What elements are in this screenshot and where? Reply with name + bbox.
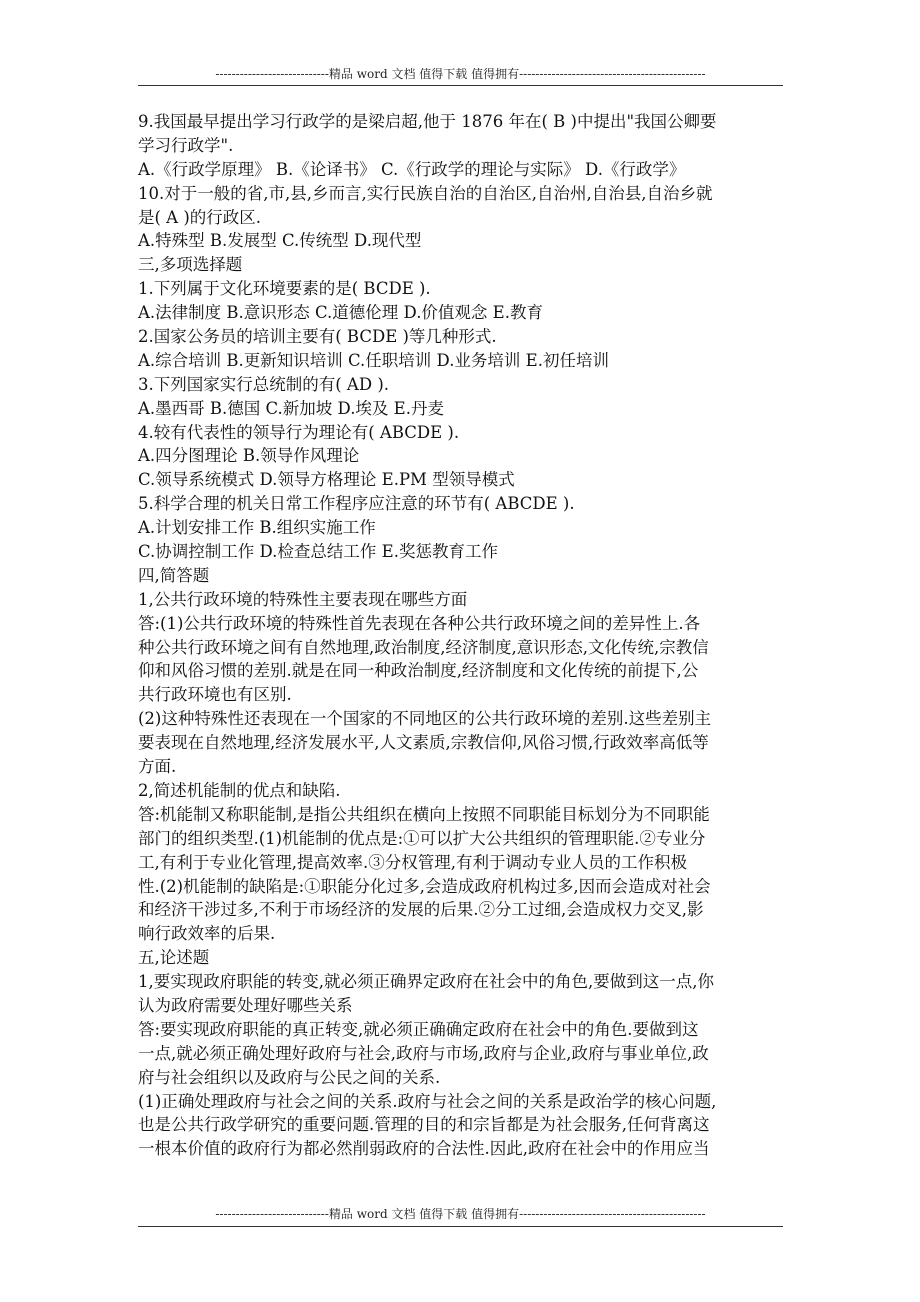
text-line: 2,简述机能制的优点和缺陷. <box>138 780 341 800</box>
text-line: 也是公共行政学研究的重要问题.管理的目的和宗旨都是为社会服务,任何背离这 <box>138 1115 710 1135</box>
text-line: 一根本价值的政府行为都必然削弱政府的合法性.因此,政府在社会中的作用应当 <box>138 1139 710 1159</box>
text-line: A.特殊型 B.发展型 C.传统型 D.现代型 <box>138 231 422 251</box>
text-line: A.综合培训 B.更新知识培训 C.任职培训 D.业务培训 E.初任培训 <box>138 350 609 370</box>
text-line: 10.对于一般的省,市,县,乡而言,实行民族自治的自治区,自治州,自治县,自治乡就 <box>138 183 713 203</box>
text-line: 部门的组织类型.(1)机能制的优点是:①可以扩大公共组织的管理职能.②专业分 <box>138 828 706 848</box>
text-line: 种公共行政环境之间有自然地理,政治制度,经济制度,意识形态,文化传统,宗教信 <box>138 637 709 657</box>
document-body <box>138 110 784 1161</box>
text-line: 答:(1)公共行政环境的特殊性首先表现在各种公共行政环境之间的差异性上.各 <box>138 613 701 633</box>
text-line: 答:要实现政府职能的真正转变,就必须正确确定政府在社会中的角色.要做到这 <box>138 1019 699 1039</box>
section-heading: 三,多项选择题 <box>138 255 243 275</box>
text-line: 9.我国最早提出学习行政学的是梁启超,他于 1876 年在( B )中提出"我国公卿要 <box>138 112 717 131</box>
footer-rule <box>138 1226 783 1227</box>
page-header: ----------------------------精品 word 文档 值得下载 值得拥有---------------------------------------------- <box>215 67 706 81</box>
text-line: 方面. <box>138 757 177 777</box>
text-line: 4.较有代表性的领导行为理论有( ABCDE ). <box>138 422 460 442</box>
text-line: 2.国家公务员的培训主要有( BCDE )等几种形式. <box>138 327 497 347</box>
text-line: 3.下列国家实行总统制的有( AD ). <box>138 374 389 394</box>
text-line: 是( A )的行政区. <box>138 207 262 227</box>
text-line: 一点,就必须正确处理好政府与社会,政府与市场,政府与企业,政府与事业单位,政 <box>138 1043 709 1063</box>
text-line: 共行政环境也有区别. <box>138 685 292 705</box>
text-line: 仰和风俗习惯的差别.就是在同一种政治制度,经济制度和文化传统的前提下,公 <box>138 661 699 681</box>
text-line: C.领导系统模式 D.领导方格理论 E.PM 型领导模式 <box>138 470 515 490</box>
text-line: 5.科学合理的机关日常工作程序应注意的环节有( ABCDE ). <box>138 494 575 514</box>
text-line: A.计划安排工作 B.组织实施工作 <box>138 518 376 538</box>
text-line: 1,公共行政环境的特殊性主要表现在哪些方面 <box>138 589 468 609</box>
text-line: A.法律制度 B.意识形态 C.道德伦理 D.价值观念 E.教育 <box>138 303 543 323</box>
text-line: 工,有利于专业化管理,提高效率.③分权管理,有利于调动专业人员的工作积极 <box>138 852 687 872</box>
text-line: (1)正确处理政府与社会之间的关系.政府与社会之间的关系是政治学的核心问题, <box>138 1091 717 1111</box>
header-rule <box>138 85 783 86</box>
text-line: A.四分图理论 B.领导作风理论 <box>138 446 360 466</box>
text-line: A.《行政学原理》 B.《论译书》 C.《行政学的理论与实际》 D.《行政学》 <box>138 159 686 179</box>
text-line: 1,要实现政府职能的转变,就必须正确界定政府在社会中的角色,要做到这一点,你 <box>138 972 714 992</box>
text-line: 学习行政学". <box>138 135 234 155</box>
text-line: 和经济干涉过多,不利于市场经济的发展的后果.②分工过细,会造成权力交叉,影 <box>138 900 704 920</box>
section-heading: 四,简答题 <box>138 565 210 585</box>
section-heading: 五,论述题 <box>138 948 210 968</box>
text-line: A.墨西哥 B.德国 C.新加坡 D.埃及 E.丹麦 <box>138 398 444 418</box>
text-line: 响行政效率的后果. <box>138 924 276 944</box>
text-line: 答:机能制又称职能制,是指公共组织在横向上按照不同职能目标划分为不同职能 <box>138 804 710 824</box>
page-footer: ----------------------------精品 word 文档 值得下载 值得拥有---------------------------------------------- <box>215 1207 706 1221</box>
text-line: 1.下列属于文化环境要素的是( BCDE ). <box>138 279 431 299</box>
text-line: 要表现在自然地理,经济发展水平,人文素质,宗教信仰,风俗习惯,行政效率高低等 <box>138 733 709 753</box>
text-line: 府与社会组织以及政府与公民之间的关系. <box>138 1067 441 1087</box>
text-line: 认为政府需要处理好哪些关系 <box>138 995 353 1015</box>
text-line: C.协调控制工作 D.检查总结工作 E.奖惩教育工作 <box>138 542 498 562</box>
text-line: (2)这种特殊性还表现在一个国家的不同地区的公共行政环境的差别.这些差别主 <box>138 709 712 729</box>
text-line: 性.(2)机能制的缺陷是:①职能分化过多,会造成政府机构过多,因而会造成对社会 <box>138 876 711 896</box>
